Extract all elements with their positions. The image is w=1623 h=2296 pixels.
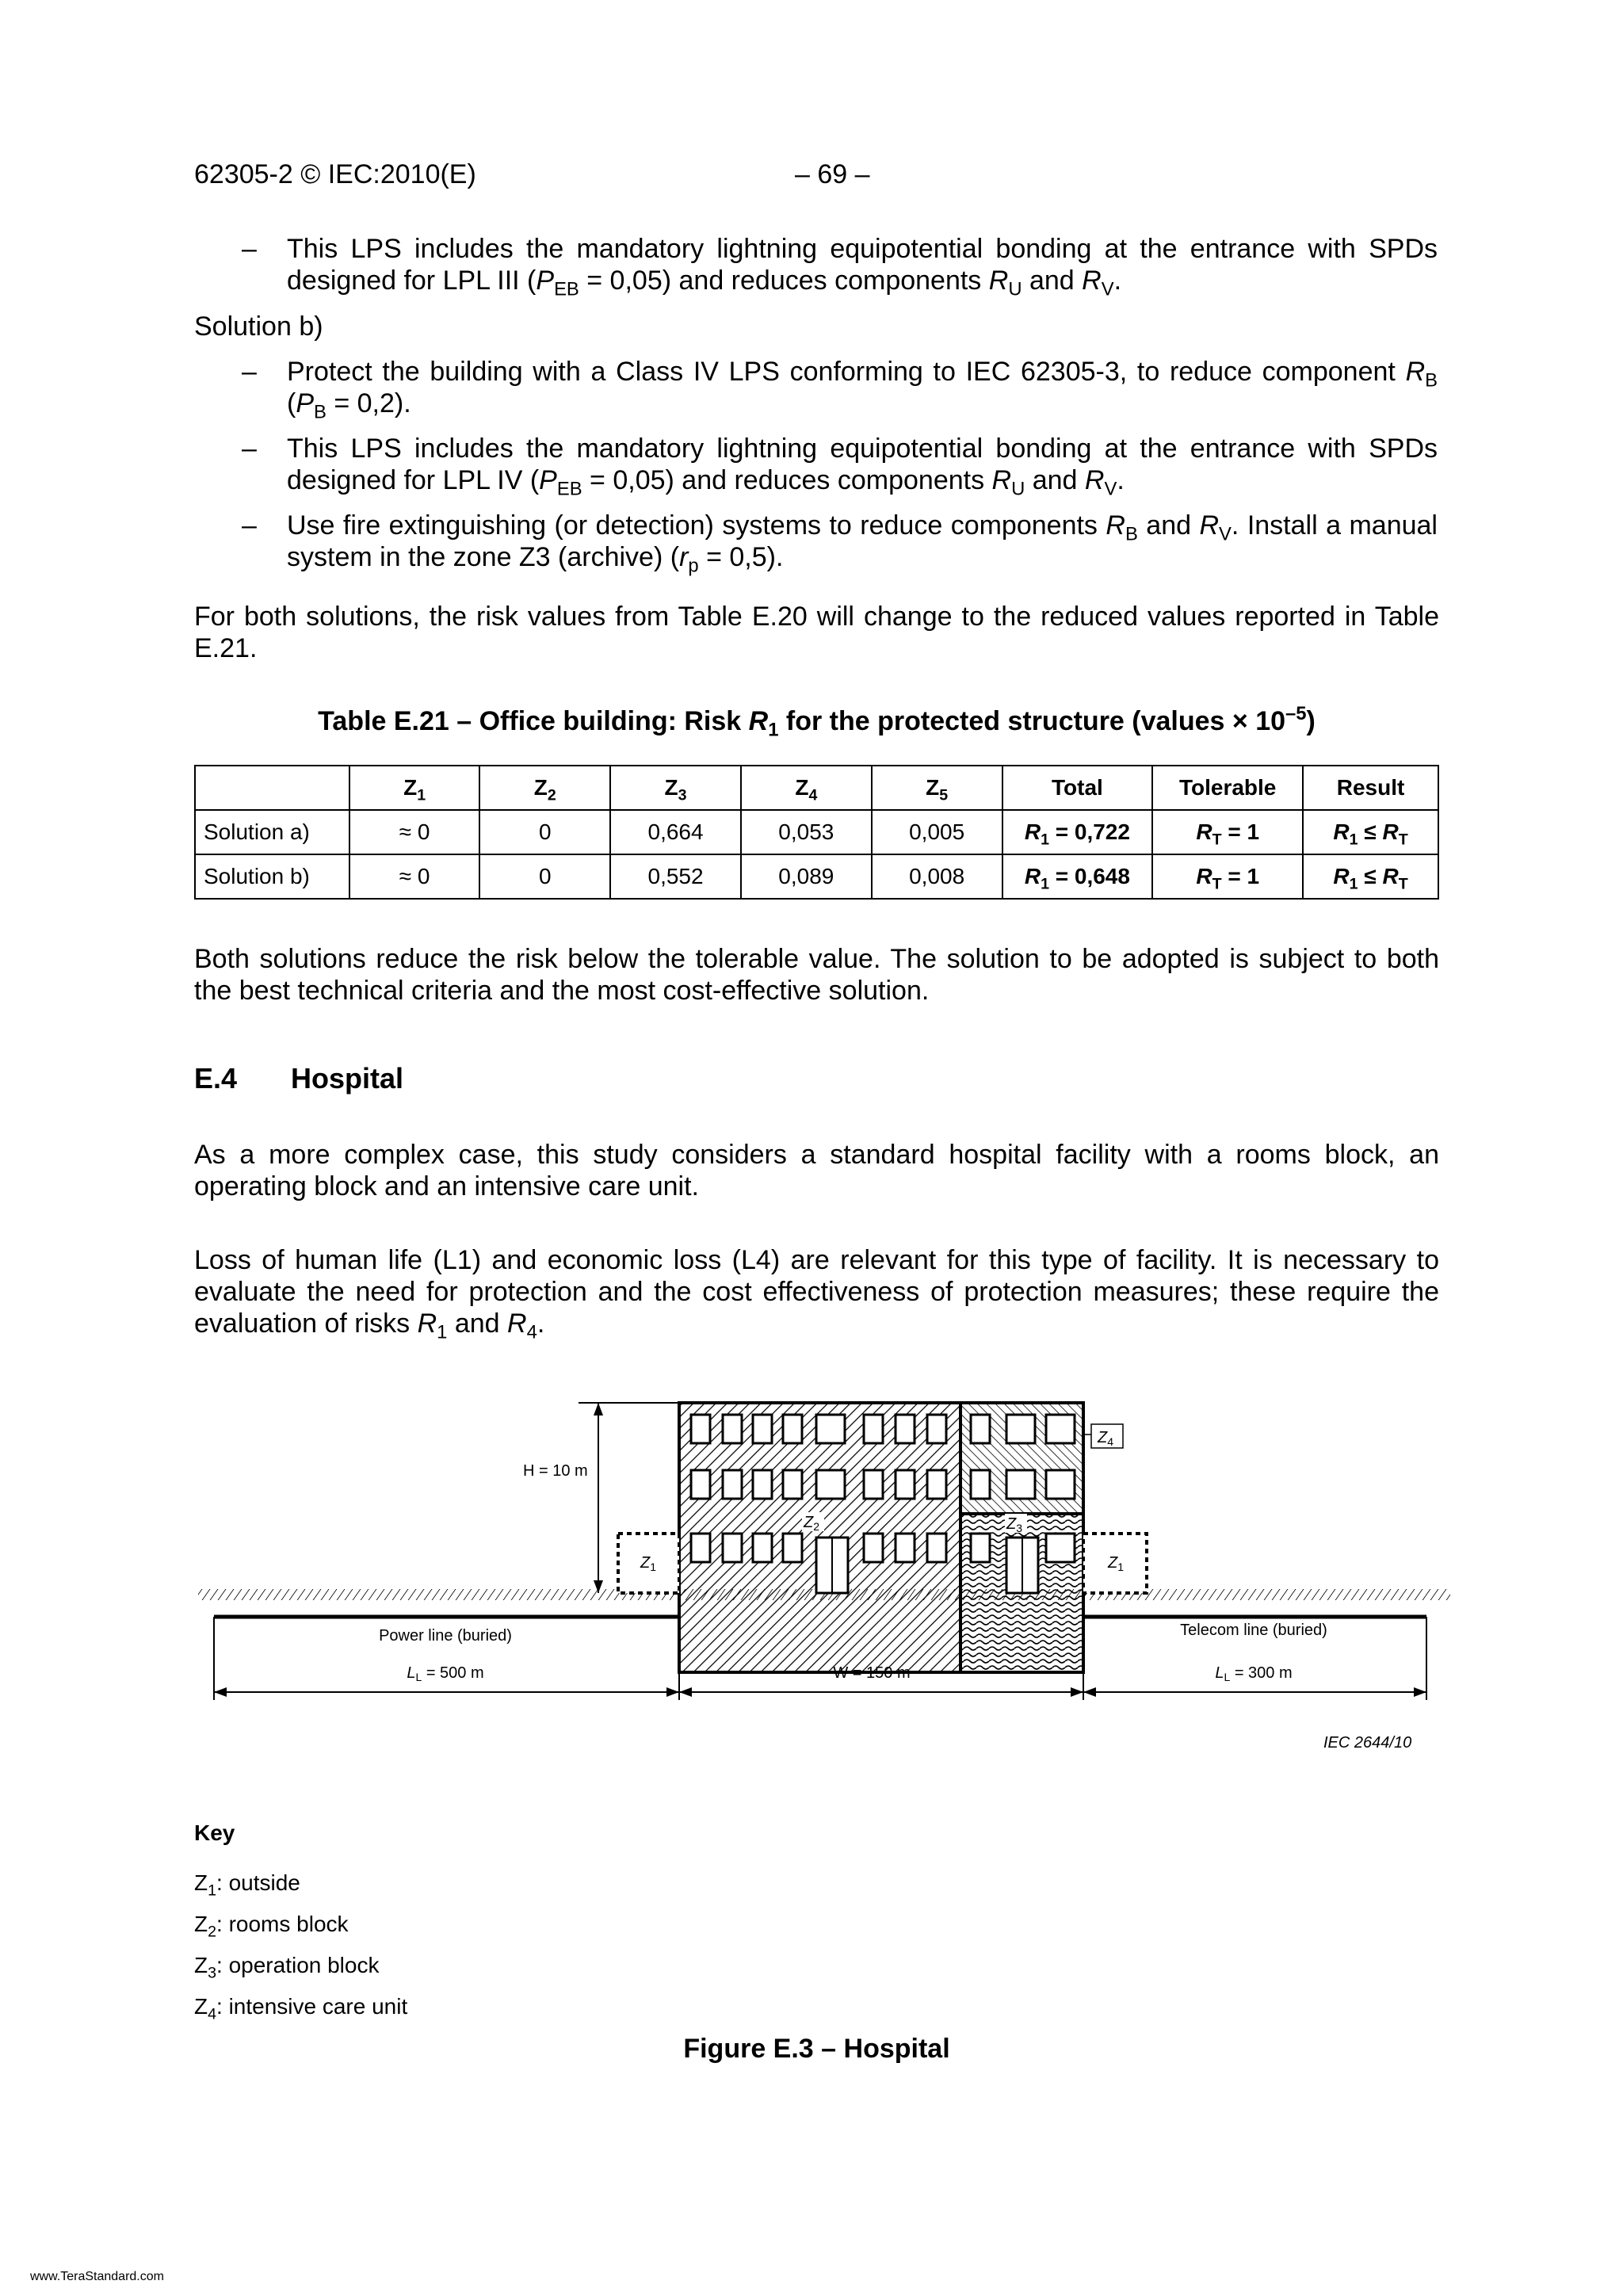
cell-tolerable: $R_T = 1$ [1152,810,1303,854]
table-header-z3: $Z_3$ [610,766,741,810]
table-title: Table E.21 – Office building: Risk $R_1$ for the protected structure (values × $10^{-5}$) [318,702,1316,741]
table-row [195,810,1438,854]
cell-z1: ≈ 0 [349,854,480,899]
key-item-z2: $Z_2$: rooms block [194,1912,349,1941]
solution-b-label: Solution b) [194,311,323,342]
cell-z5: 0,005 [872,810,1002,854]
power-line-label: Power line (buried) [379,1627,512,1645]
label-z3: $Z_3$ [1006,1515,1023,1534]
key-title: Key [194,1820,235,1845]
building-window [1046,1415,1075,1443]
building-window [896,1415,915,1443]
telecom-line-label: Telecom line (buried) [1180,1622,1327,1639]
label-z4: $Z_4$ [1098,1429,1114,1448]
iec-reference: IEC 2644/10 [1323,1734,1412,1752]
cell-result: $R_1 \le R_T$ [1303,810,1438,854]
cell-total: $R_1 = 0,722$ [1002,810,1153,854]
bullet-dash: – [242,357,257,387]
building-window [927,1534,946,1562]
figure-caption: Figure E.3 – Hospital [683,2034,950,2064]
table-header-empty [195,766,349,810]
building-window [971,1470,990,1499]
building-window [896,1470,915,1499]
building-window [783,1470,802,1499]
building-window [753,1415,772,1443]
page-number: – 69 – [795,159,870,189]
cell-total: $R_1 = 0,648$ [1002,854,1153,899]
height-label: H = 10 m [523,1462,588,1480]
label-z1-left: $Z_1$ [640,1554,657,1573]
table-header-z5: $Z_5$ [872,766,1002,810]
section-paragraph-1: As a more complex case, this study considers a standard hospital facility with a rooms block, an operating block and an intensive care unit. [194,1140,1439,1201]
key-item-z1: $Z_1$: outside [194,1870,300,1900]
telecom-line-length: $L_L = 300$ m [1215,1664,1293,1683]
cell-z2: 0 [479,810,610,854]
bullet-fire-extinguishing: Use fire extinguishing (or detection) systems to reduce components $R_B$ and $R_V$. Install a manual system in the zone Z3 (archive) $(r_p = 0,5)$. [287,510,1438,577]
building-window [896,1534,915,1562]
key-list [194,1862,407,2027]
power-line-length: $L_L = 500$ m [407,1664,484,1683]
building-width: W = 150 m [833,1664,911,1682]
label-z1-right: $Z_1$ [1108,1554,1125,1573]
cell-z2: 0 [479,854,610,899]
key-item-z4: $Z_4$: intensive care unit [194,1994,408,2023]
cell-z5: 0,008 [872,854,1002,899]
section-paragraph-2: Loss of human life (L1) and economic loss (L4) are relevant for this type of facility. It is necessary to evaluate the need for protection and the cost effectiveness of protection measures; these require the evaluation of risks $R_1$ and $R_4$. [194,1245,1439,1343]
table-header-tolerable: Tolerable [1152,766,1303,810]
building-window [816,1415,845,1443]
building-window [783,1415,802,1443]
table-header-z1: $Z_1$ [349,766,480,810]
building-window [753,1534,772,1562]
table-header-total: Total [1002,766,1153,810]
cell-z3: 0,552 [610,854,741,899]
cell-result: $R_1 \le R_T$ [1303,854,1438,899]
row-label: Solution a) [195,810,349,854]
bullet-dash: – [242,234,257,264]
building-window [691,1415,710,1443]
label-z2: $Z_2$ [804,1514,820,1533]
building-window [864,1534,883,1562]
bullet-lps-lpl-iv: This LPS includes the mandatory lightning equipotential bonding at the entrance with SPDs designed for LPL IV $(P_{EB} = 0,05)$ and reduces components $R_U$ and $R_V$. [287,434,1438,500]
building-window [691,1534,710,1562]
row-label: Solution b) [195,854,349,899]
hospital-figure [190,1379,1458,1759]
building-window [816,1470,845,1499]
building-window [864,1415,883,1443]
building-window [864,1470,883,1499]
building-window [971,1534,990,1562]
bullet-class-iv-lps: Protect the building with a Class IV LPS conforming to IEC 62305-3, to reduce component $R_B$ $(P_B = 0,2)$. [287,357,1438,423]
cell-tolerable: $R_T = 1$ [1152,854,1303,899]
bullet-lps-lpl-iii: This LPS includes the mandatory lightning equipotential bonding at the entrance with SPDs designed for LPL III $(P_{EB} = 0,05)$ and reduces components $R_U$ and $R_V$. [287,234,1438,300]
after-table-paragraph: Both solutions reduce the risk below the tolerable value. The solution to be adopted is subject to both the best technical criteria and the most cost-effective solution. [194,944,1439,1006]
section-title: Hospital [291,1062,404,1095]
table-header-row [195,766,1438,810]
building-window [927,1470,946,1499]
risk-table [194,765,1439,900]
bullet-dash: – [242,510,257,541]
building-window [971,1415,990,1443]
building-window [1046,1470,1075,1499]
building-window [723,1415,742,1443]
both-solutions-paragraph: For both solutions, the risk values from Table E.20 will change to the reduced values reported in Table E.21. [194,602,1439,663]
table-header-z4: $Z_4$ [741,766,872,810]
building-window [691,1470,710,1499]
footer-url[interactable]: www.TeraStandard.com [30,2270,164,2283]
table-header-result: Result [1303,766,1438,810]
cell-z3: 0,664 [610,810,741,854]
cell-z1: ≈ 0 [349,810,480,854]
table-header-z2: $Z_2$ [479,766,610,810]
table-row [195,854,1438,899]
cell-z4: 0,089 [741,854,872,899]
building-window [1006,1470,1035,1499]
key-item-z3: $Z_3$: operation block [194,1953,380,1982]
building-window [1046,1534,1075,1562]
building-window [783,1534,802,1562]
building-window [753,1470,772,1499]
building-window [927,1415,946,1443]
building-window [723,1534,742,1562]
building-window [723,1470,742,1499]
page-header-left: 62305-2 © IEC:2010(E) [194,159,476,189]
cell-z4: 0,053 [741,810,872,854]
section-number: E.4 [194,1062,238,1095]
bullet-dash: – [242,434,257,464]
building-window [1006,1415,1035,1443]
